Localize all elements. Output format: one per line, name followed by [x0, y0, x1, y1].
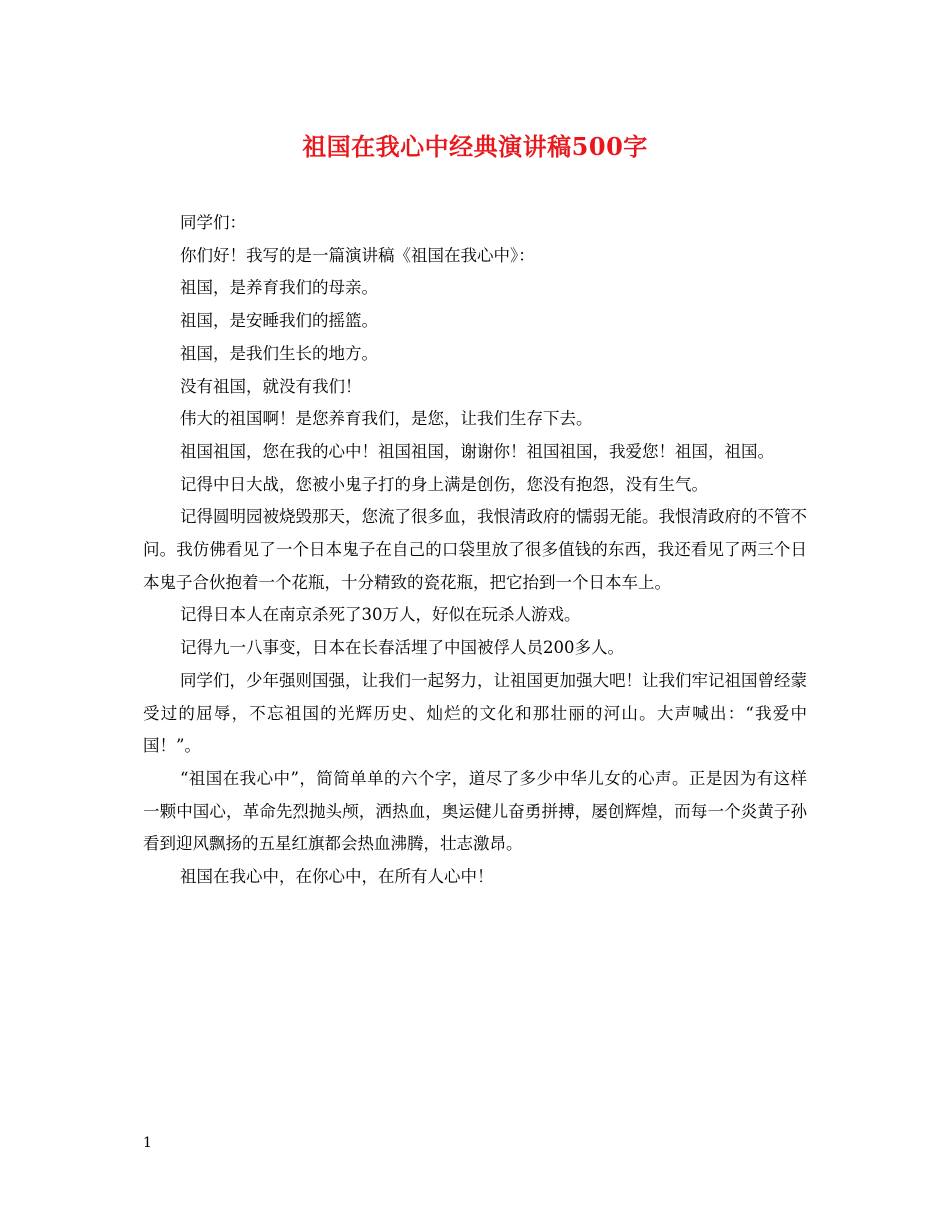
page-number: 1 — [143, 1135, 152, 1151]
paragraph-nanjing: 记得日本人在南京杀死了30万人，好似在玩杀人游戏。 — [180, 605, 581, 625]
paragraph-great-country: 伟大的祖国啊！是您养育我们，是您，让我们生存下去。 — [180, 409, 593, 429]
document-body — [143, 207, 807, 894]
paragraph-september-18: 记得九一八事变，日本在长春活埋了中国被俘人员200多人。 — [180, 638, 624, 658]
paragraph-love-country: 祖国祖国，您在我的心中！祖国祖国，谢谢你！祖国祖国，我爱您！祖国，祖国。 — [180, 441, 774, 461]
paragraph-greeting: 同学们： — [180, 213, 246, 232]
paragraph-introduction: 你们好！我写的是一篇演讲稿《祖国在我心中》： — [180, 245, 535, 265]
paragraph-cradle: 祖国，是安睡我们的摇篮。 — [180, 311, 378, 331]
paragraph-homeland: 祖国，是我们生长的地方。 — [180, 343, 378, 363]
paragraph-yuanmingyuan: 记得圆明园被烧毁那天，您流了很多血，我恨清政府的懦弱无能。我恨清政府的不管不问。我仿佛看见了一个日本鬼子在自己的口袋里放了很多值钱的东西，我还看见了两三个日本鬼子合伙抱着一个花瓶，十分精致的瓷花瓶，把它抬到一个日本车上。 — [143, 507, 807, 592]
paragraph-call-to-action: 同学们，少年强则国强，让我们一起努力，让祖国更加强大吧！让我们牢记祖国曾经蒙受过的屈辱，不忘祖国的光辉历史、灿烂的文化和那壮丽的河山。大声喊出：“我爱中国！”。 — [143, 670, 807, 756]
paragraph-conclusion: 祖国在我心中，在你心中，在所有人心中！ — [180, 867, 494, 887]
paragraph-chinese-heart: “祖国在我心中”，简简单单的六个字，道尽了多少中华儿女的心声。正是因为有这样一颗中国心，革命先烈抛头颅，洒热血，奥运健儿奋勇拼搏，屡创辉煌，而每一个炎黄子孙看到迎风飘扬的五星红旗都会热血沸腾，壮志激昂。 — [143, 768, 807, 854]
paragraph-war-memory: 记得中日大战，您被小鬼子打的身上满是创伤，您没有抱怨，没有生气。 — [180, 474, 708, 494]
paragraph-no-country: 没有祖国，就没有我们！ — [180, 376, 362, 396]
paragraph-mother: 祖国，是养育我们的母亲。 — [180, 278, 378, 298]
document-title: 祖国在我心中经典演讲稿500字 — [302, 132, 648, 161]
